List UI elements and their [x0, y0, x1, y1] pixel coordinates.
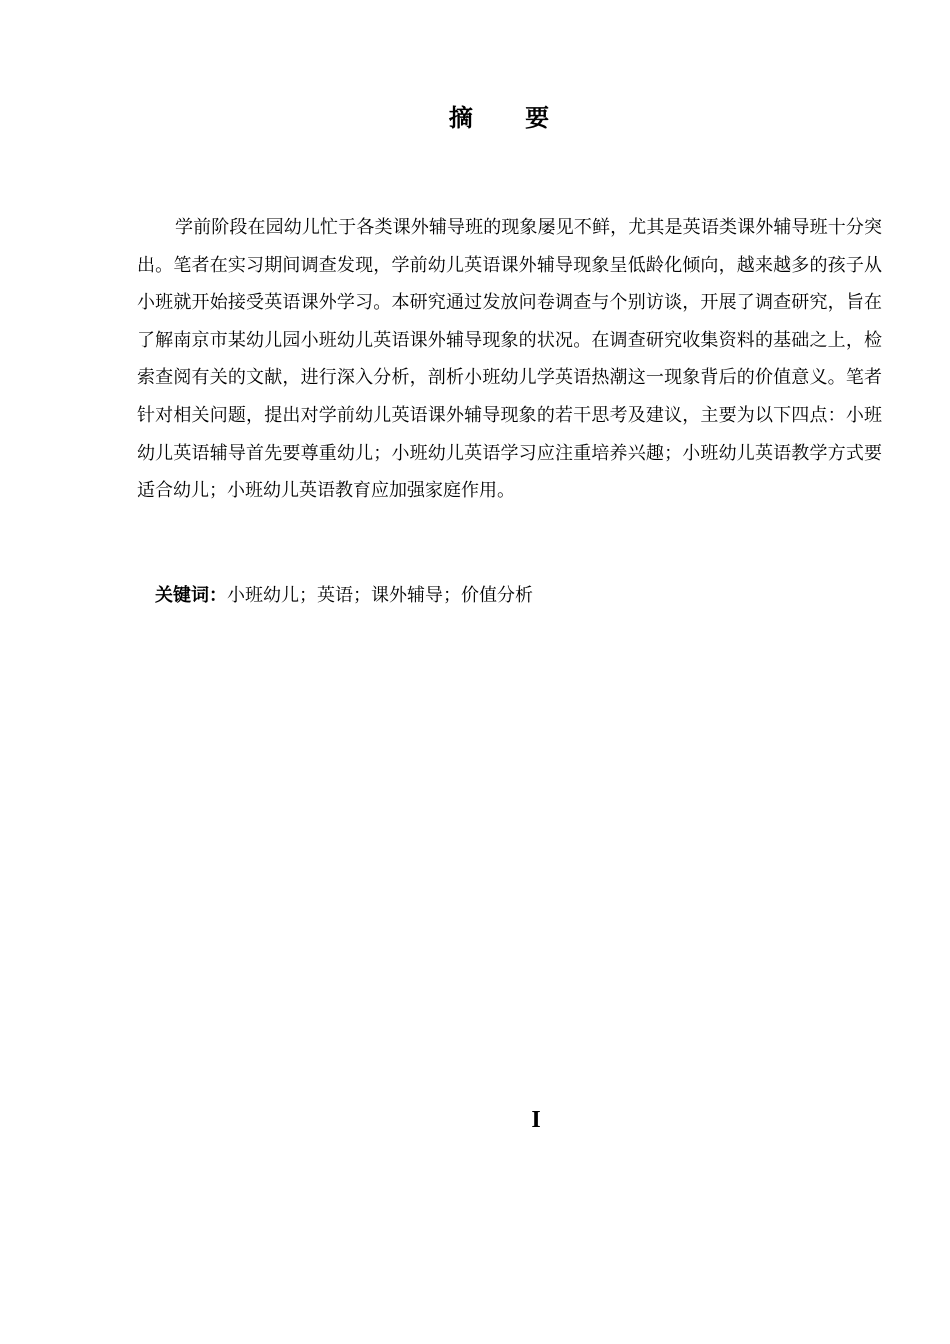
keywords-text: 小班幼儿；英语；课外辅导；价值分析	[227, 585, 533, 606]
abstract-title: 摘 要	[448, 104, 572, 132]
keywords-line	[155, 580, 855, 612]
page-number: I	[531, 1107, 541, 1133]
keywords-label: 关键词：	[155, 585, 227, 606]
abstract-body: 学前阶段在园幼儿忙于各类课外辅导班的现象屡见不鲜，尤其是英语类课外辅导班十分突出。笔者在实习期间调查发现，学前幼儿英语课外辅导现象呈低龄化倾向，越来越多的孩子从小班就开始接受英语课外学习。本研究通过发放问卷调查与个别访谈，开展了调查研究，旨在了解南京市某幼儿园小班幼儿英语课外辅导现象的状况。在调查研究收集资料的基础之上，检索查阅有关的文献，进行深入分析，剖析小班幼儿学英语热潮这一现象背后的价值意义。笔者针对相关问题，提出对学前幼儿英语课外辅导现象的若干思考及建议，主要为以下四点：小班幼儿英语辅导首先要尊重幼儿；小班幼儿英语学习应注重培养兴趣；小班幼儿英语教学方式要适合幼儿；小班幼儿英语教育应加强家庭作用。	[137, 217, 882, 502]
